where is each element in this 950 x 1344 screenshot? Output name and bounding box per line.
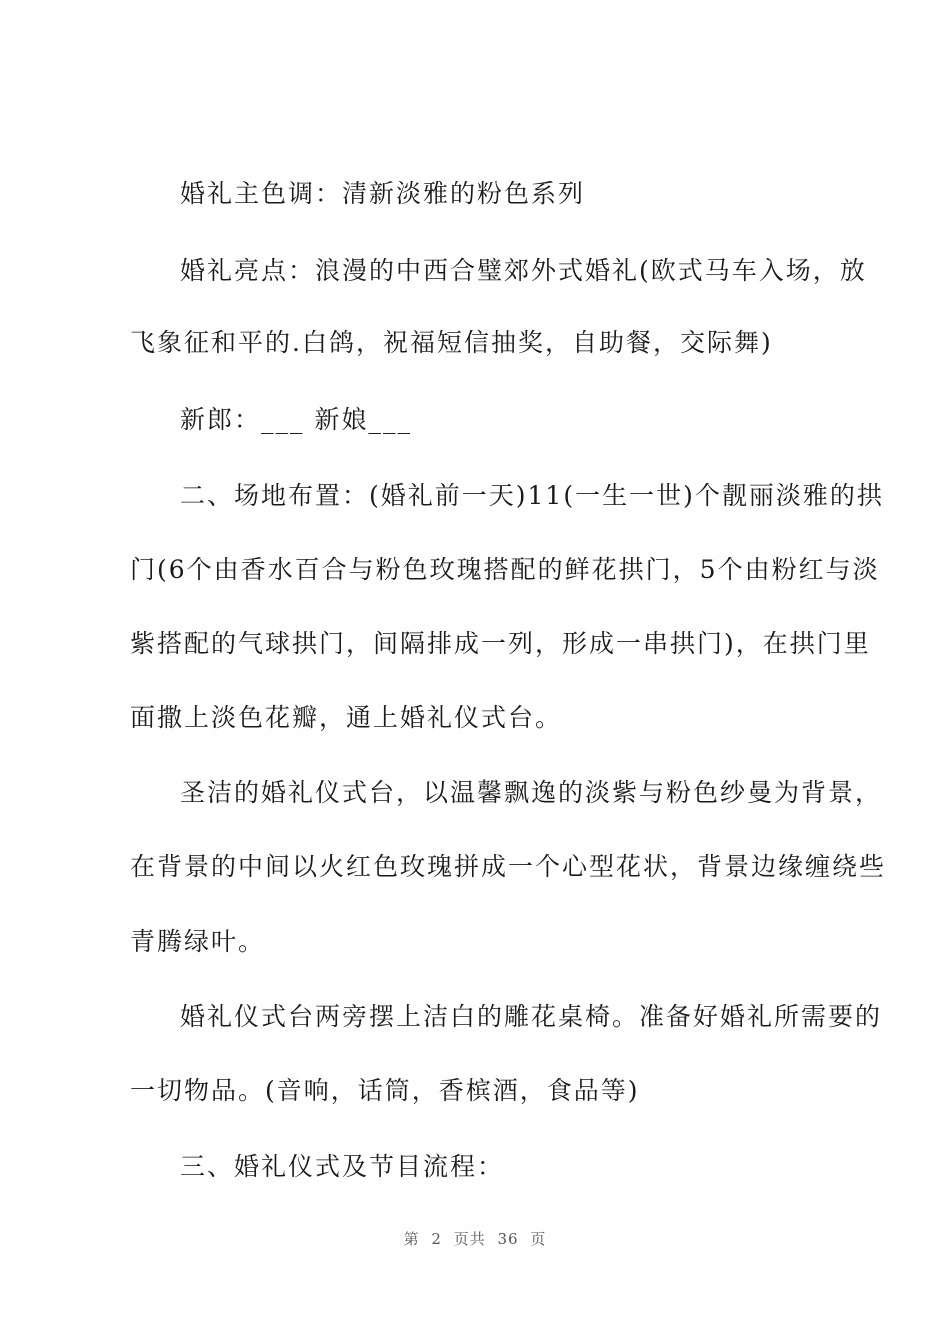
text-line-highlights: 婚礼亮点：浪漫的中西合璧郊外式婚礼(欧式马车入场，放 [180, 256, 867, 285]
text-line-tables: 婚礼仪式台两旁摆上洁白的雕花桌椅。准备好婚礼所需要的 [180, 1002, 883, 1031]
text-line-venue-cont-2: 紫搭配的气球拱门，间隔排成一列，形成一串拱门)，在拱门里 [130, 629, 871, 658]
text-line-venue-heading: 二、场地布置：(婚礼前一天)11(一生一世)个靓丽淡雅的拱 [180, 481, 884, 510]
text-line-stage-cont-1: 在背景的中间以火红色玫瑰拼成一个心型花状，背景边缘缠绕些 [130, 852, 887, 881]
text-line-stage: 圣洁的婚礼仪式台，以温馨飘逸的淡紫与粉色纱曼为背景， [180, 778, 883, 807]
text-line-highlights-cont: 飞象征和平的.白鸽，祝福短信抽奖，自助餐，交际舞) [130, 328, 773, 357]
text-line-groom-bride: 新郎：___ 新娘___ [180, 405, 412, 434]
text-line-color-theme: 婚礼主色调：清新淡雅的粉色系列 [180, 179, 586, 208]
text-line-ceremony-heading: 三、婚礼仪式及节目流程： [180, 1152, 505, 1181]
text-line-stage-cont-2: 青腾绿叶。 [130, 927, 266, 956]
page-number-footer: 第 2 页共 36 页 [403, 1230, 547, 1248]
text-line-venue-cont-1: 门(6个由香水百合与粉色玫瑰搭配的鲜花拱门，5个由粉红与淡 [130, 555, 880, 584]
text-line-venue-cont-3: 面撒上淡色花瓣，通上婚礼仪式台。 [130, 703, 563, 732]
text-line-tables-cont: 一切物品。(音响，话筒，香槟酒，食品等) [130, 1076, 640, 1105]
